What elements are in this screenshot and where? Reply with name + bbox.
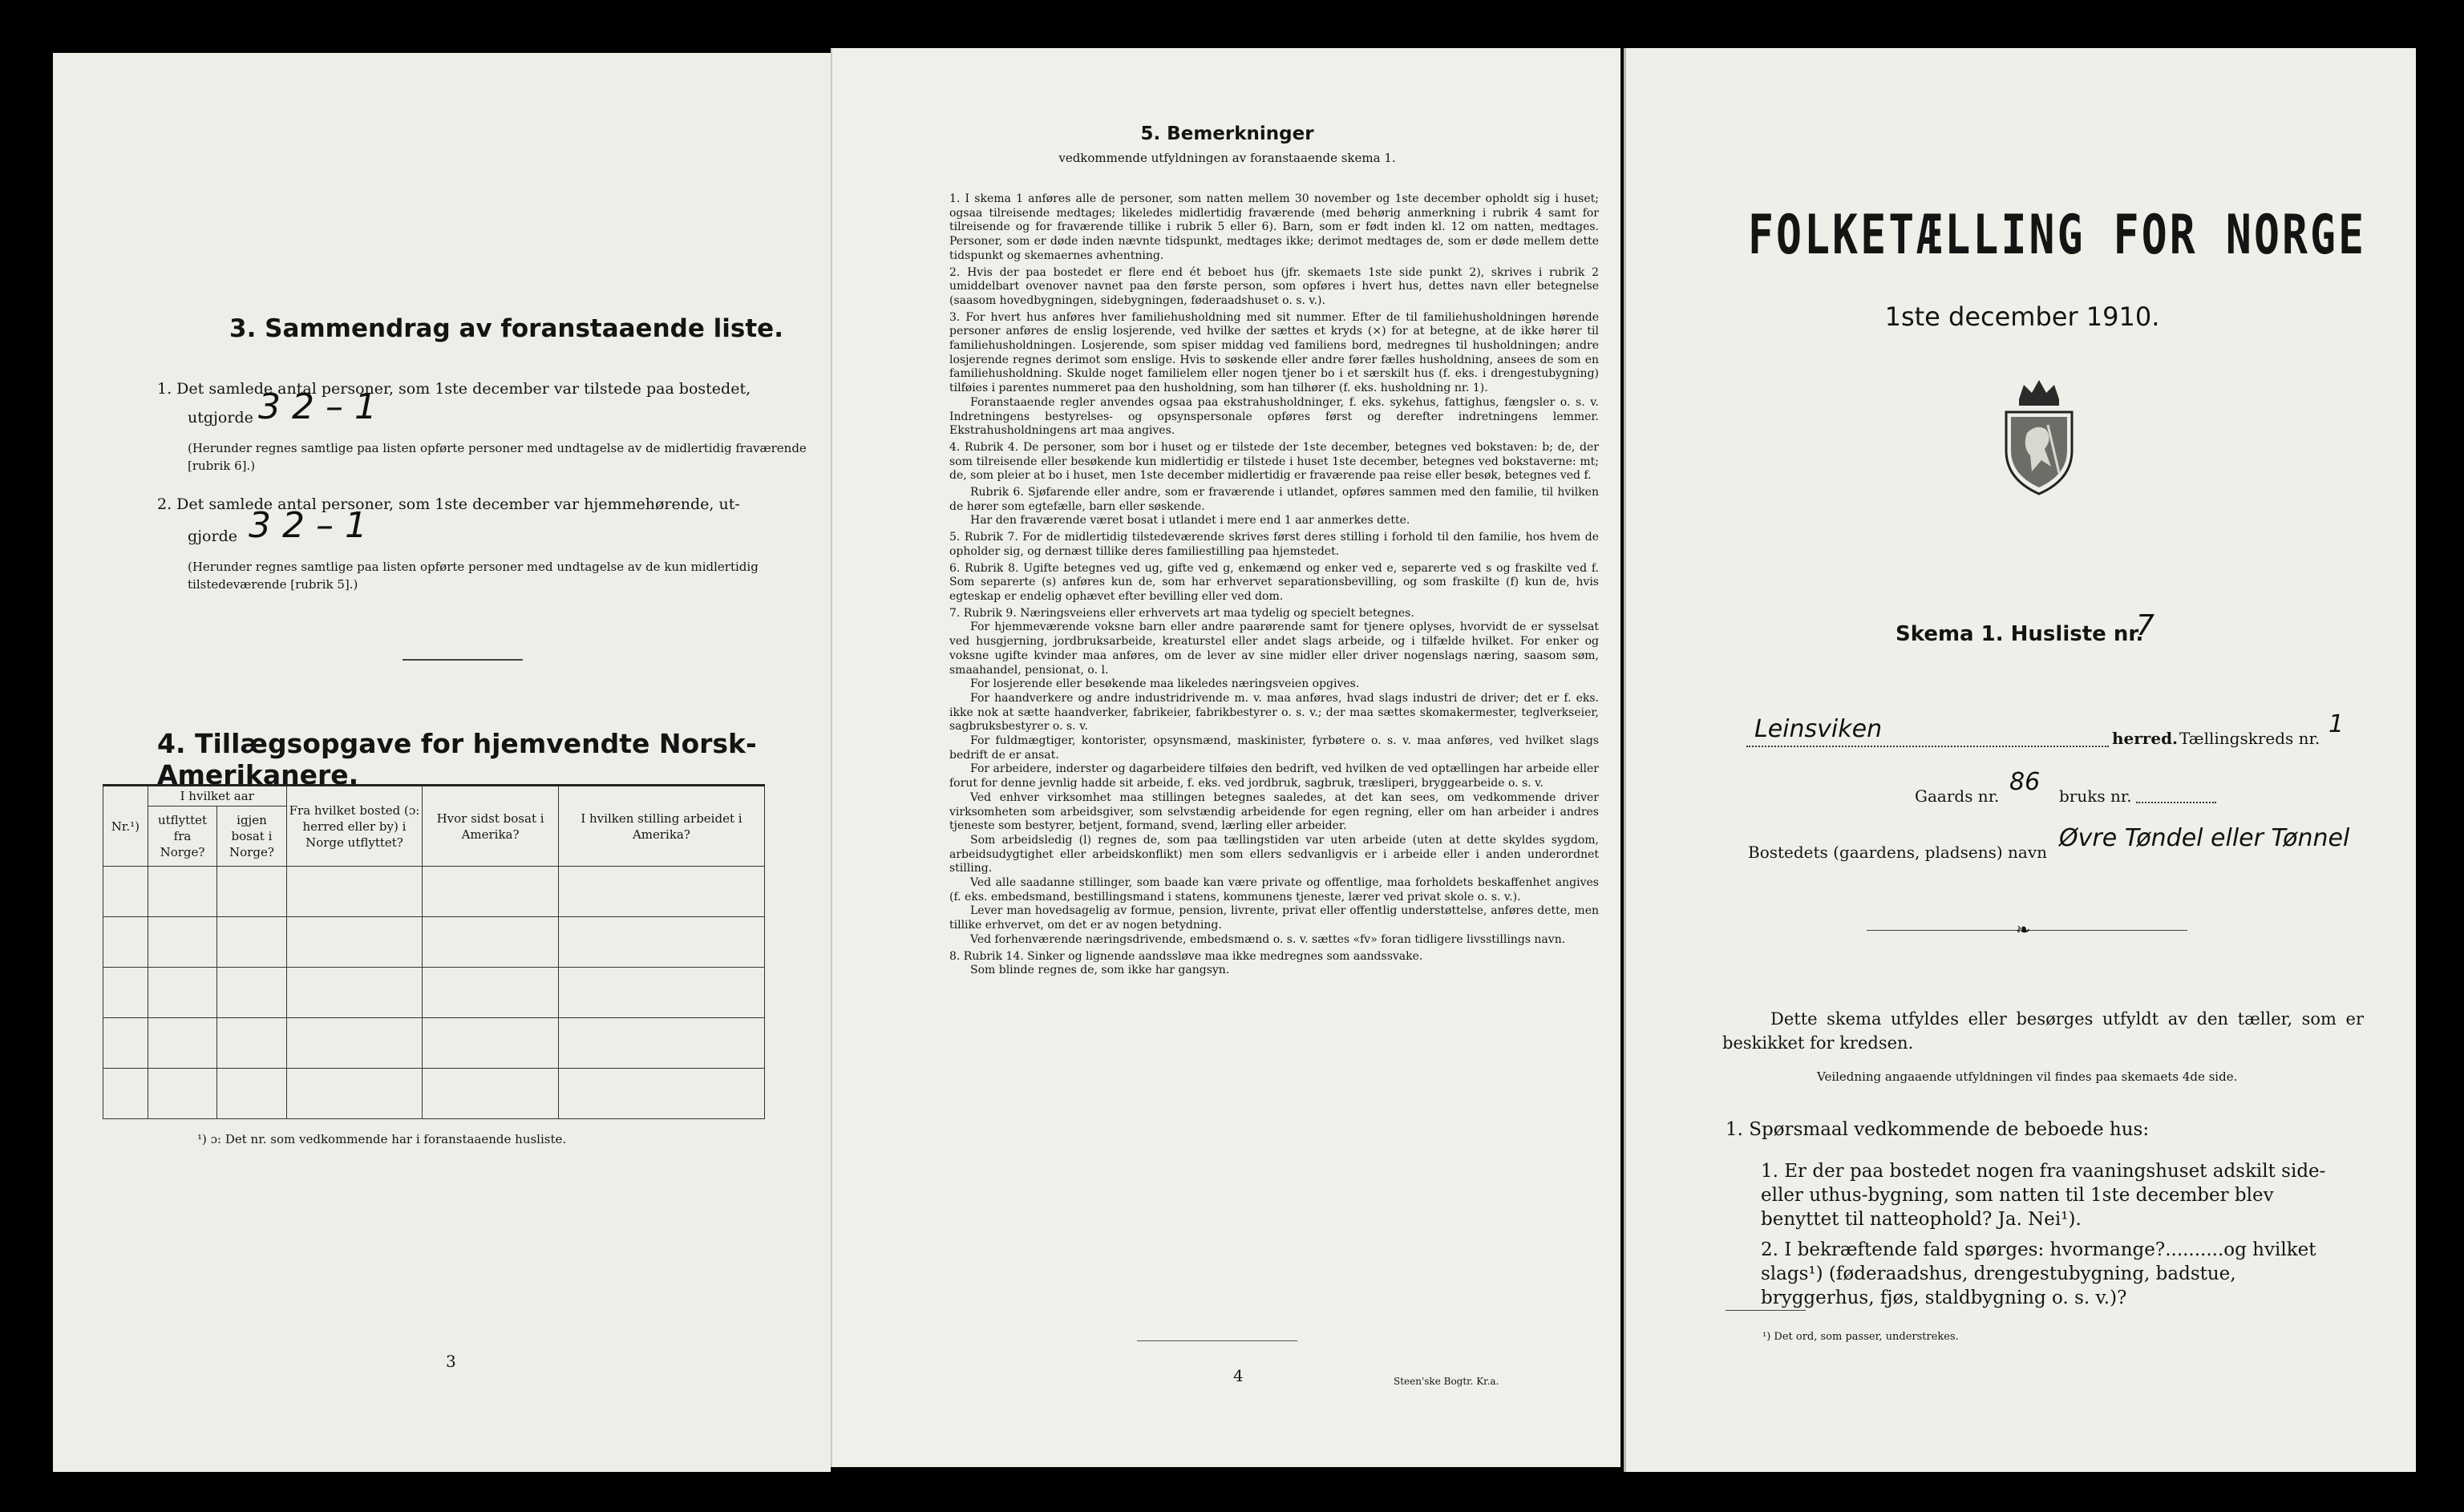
remark-7k: Ved forhenværende næringsdrivende, embedsmænd o. s. v. sættes «fv» foran tidligere livsstillings navn.: [970, 932, 1566, 946]
remark-7i: Ved alle saadanne stillinger, som baade kan være private og offentlige, maa forholdets beskaffenhet angives (f. eks. embedsmand, bestillingsmand i statens, kommunens tjeneste, lærer ved privat skole o. s. v.).: [949, 876, 1599, 904]
page-number-4: 4: [1233, 1366, 1244, 1385]
col-bosat: igjen bosat i Norge?: [217, 807, 286, 867]
remark-3: 3. For hvert hus anføres hver familiehusholdning med sit nummer. Efter de til familiehusholdningen hørende personer anføres de enslig losjerende, ved hvilke der sættes et kryds (×) for at betegne, at de ikke hører til familiehusholdningen. Losjerende, som spiser middag ved familiens bord, medregnes til husholdningen; andre losjerende regnes derimot som enslige. Hvis to søskende eller andre fører fælles husholdning, ansees de som en familiehusholdning. Skulde noget familielem eller nogen tjener bo i et særskilt hus (f. eks. i drengestubygning) tilføies i parentes nummeret paa den husholdning, som han tilhører (f. eks. husholdning nr. 1).: [949, 310, 1599, 395]
question-1-1: 1. Er der paa bostedet nogen fra vaaningshuset adskilt side- eller uthus-bygning, som natten til 1ste december blev benyttet til natteophold? Ja. Nei¹).: [1761, 1161, 2326, 1230]
remark-7d: For haandverkere og andre industridrivende m. v. maa anføres, hvad slags industri de driver; det er f. eks. ikke nok at sætte haandverker, fabrikeier, fabrikbestyrer o. s. v.; der maa sættes skomakermester, teglverkseier, sagbruksbestyrer o. s. v.: [949, 691, 1599, 734]
summary-item-2-prefix: gjorde: [188, 528, 237, 545]
divider: [1137, 1340, 1297, 1341]
remark-8b: Som blinde regnes de, som ikke har gangsyn.: [970, 964, 1230, 977]
remark-7: 7. Rubrik 9. Næringsveiens eller erhvervets art maa tydelig og specielt betegnes.: [949, 606, 1414, 620]
remarks-list: [949, 192, 1599, 978]
printer-mark: Steen'ske Bogtr. Kr.a.: [1394, 1376, 1499, 1387]
census-date: 1ste december 1910.: [1884, 301, 2160, 332]
remark-8: 8. Rubrik 14. Sinker og lignende aandssløve maa ikke medregnes som aandssvake.: [949, 949, 1423, 963]
summary-item-1: 1. Det samlede antal personer, som 1ste december var tilstede paa bostedet,: [157, 380, 751, 398]
remark-4c: Har den fraværende været bosat i utlandet i mere end 1 aar anmerkes dette.: [970, 514, 1410, 528]
bruks-field: [2136, 802, 2216, 803]
remark-1: 1. I skema 1 anføres alle de personer, som natten mellem 30 november og 1ste december opholdt sig i huset; ogsaa tilreisende medtages; likeledes midlertidig fraværende (med behørig anmerkning i rubrik 4 samt for tilreisende og for fraværende tillike i rubrik 5 eller 6). Barn, som er født inden kl. 12 om natten, medtages. Personer, som er døde inden nævnte tidspunkt, medtages ikke; derimot medtages de, som er døde mellem dette tidspunkt og skemaernes avhentning.: [949, 192, 1599, 262]
remark-4: 4. Rubrik 4. De personer, som bor i huset og er tilstede der 1ste december, betegnes ved bokstaven: b; de, der som tilreisende eller besøkende kun midlertidig er tilstede i huset 1ste december, betegnes ved bokstaverne: mt; de, som pleier at bo i huset, men 1ste december midlertidig er fraværende paa reise eller besøk, betegnes ved f.: [949, 440, 1599, 483]
page-right: [1624, 48, 2416, 1472]
remarks-subtitle: vedkommende utfyldningen av foranstaaende skema 1.: [1058, 151, 1396, 165]
question-1-heading: 1. Spørsmaal vedkommende de beboede hus:: [1726, 1119, 2150, 1140]
summary-item-2-note: (Herunder regnes samtlige paa listen opførte personer med undtagelse av de kun midlertidig tilstedeværende [rubrik 5].): [188, 560, 759, 592]
skema-label: Skema 1. Husliste nr.: [1896, 622, 2144, 646]
census-title: FOLKETÆLLING FOR NORGE: [1748, 204, 2367, 267]
herred-field: [1746, 715, 2109, 747]
col-utflyttet: utflyttet fra Norge?: [148, 807, 216, 867]
remark-6: 6. Rubrik 8. Ugifte betegnes ved ug, gifte ved g, enkemænd og enker ved e, separerte ved s og fraskilte ved f. Som separerte (s) anføres kun de, som har erhvervet separationsbevilling, og som fraskilte (f) kun de, hvis egteskap er endelig ophævet efter bevilling eller ved dom.: [949, 561, 1599, 603]
summary-item-1-note: (Herunder regnes samtlige paa listen opførte personer med undtagelse av de midlertidig fraværende [rubrik 6].): [188, 441, 807, 473]
summary-item-2-handwritten: 3 2 – 1: [249, 505, 367, 546]
remark-3b: Foranstaaende regler anvendes ogsaa paa ekstrahusholdninger, f. eks. sykehus, fattighus, fængsler o. s. v. Indretningens bestyrelses- og opsynspersonale opføres først og derefter indretningens lemmer. Ekstrahusholdningens art maa angives.: [949, 395, 1599, 438]
remark-7g: Ved enhver virksomhet maa stillingen betegnes saaledes, at det kan sees, om vedkommende driver virksomheten som arbeidsgiver, som selvstændig arbeidende for egen regning, eller om han arbeider i andres tjeneste som bestyrer, betjent, formand, svend, lærling eller arbeider.: [949, 790, 1599, 833]
col-fra-bosted: Fra hvilket bosted (ɔ: herred eller by) i Norge utflyttet?: [286, 786, 423, 867]
remark-4b: Rubrik 6. Sjøfarende eller andre, som er fraværende i utlandet, opføres sammen med den familie, til hvilken de hører som egtefælle, barn eller søskende.: [949, 486, 1599, 513]
remark-7f: For arbeidere, inderster og dagarbeidere tilføies den bedrift, ved hvilken de ved optællingen har arbeide eller forut for denne jevnlig hadde sit arbeide, f. eks. ved jordbruk, sagbruk, træsliperi, bryggearbeide o. s. v.: [949, 762, 1599, 790]
remark-7j: Lever man hovedsagelig av formue, pension, livrente, privat eller offentlig understøttelse, anføres dette, men tillike erhvervet, om det er av nogen betydning.: [949, 904, 1599, 932]
bosted-label: Bostedets (gaardens, pladsens) navn: [1748, 843, 2047, 862]
remark-5: 5. Rubrik 7. For de midlertidig tilstedeværende skrives først deres stilling i forhold til den familie, hos hvem de opholder sig, og dernæst tillike deres familiestilling paa hjemstedet.: [949, 531, 1599, 558]
section-4-title: 4. Tillægsopgave for hjemvendte Norsk-Amerikanere.: [157, 728, 757, 790]
info-text: Dette skema utfyldes eller besørges utfyldt av den tæller, som er beskikket for kredsen.: [1722, 1009, 2364, 1053]
col-sidst-bosat: Hvor sidst bosat i Amerika?: [423, 786, 559, 867]
summary-item-1-handwritten: 3 2 – 1: [258, 386, 377, 427]
bosted-value: Øvre Tøndel eller Tønnel: [2059, 824, 2350, 852]
table-row: [103, 917, 765, 968]
remark-7c: For losjerende eller besøkende maa likeledes næringsveien opgives.: [970, 677, 1360, 691]
herred-label: herred.: [2112, 729, 2179, 748]
table-row: [103, 968, 765, 1018]
bruks-label: bruks nr.: [2059, 786, 2132, 806]
page-number-3: 3: [446, 1352, 456, 1371]
table-row: [103, 867, 765, 917]
question-1-2: 2. I bekræftende fald spørges: hvormange?..........og hvilket slags¹) (føderaadshus, drengestubygning, badstue, bryggerhus, fjøs, staldbygning o. s. v.)?: [1761, 1239, 2316, 1308]
gaards-label: Gaards nr.: [1915, 786, 2000, 806]
summary-item-2: 2. Det samlede antal personer, som 1ste december var hjemmehørende, ut-: [157, 495, 740, 513]
col-nr: Nr.¹): [103, 786, 148, 867]
page-middle: [831, 48, 1620, 1467]
remark-7h: Som arbeidsledig (l) regnes de, som paa tællingstiden var uten arbeide (uten at dette skyldes sygdom, arbeidsudygtighet eller arbeidskonflikt) men som ellers sedvanligvis er i arbeide eller i anden underordnet stilling.: [949, 833, 1599, 875]
norway-coat-of-arms-icon: [1995, 377, 2083, 497]
table-row: [103, 1069, 765, 1119]
remark-7b: For hjemmeværende voksne barn eller andre paarørende samt for tjenere oplyses, hvorvidt de er sysselsat ved husgjerning, jordbruksarbeide, kreaturstel eller andet slags arbeide, og i tilfælde hvilket. For enker og voksne ugifte kvinder maa anføres, om de lever av sine midler eller driver nogenslags næring, saasom søm, smaahandel, pensionat, o. l.: [949, 621, 1599, 677]
husliste-nr: 7: [2136, 609, 2154, 642]
norsk-amerikanere-table: [103, 784, 765, 1119]
divider: [1726, 1310, 1806, 1311]
gaards-value: 86: [2009, 768, 2041, 796]
remark-2: 2. Hvis der paa bostedet er flere end ét beboet hus (jfr. skemaets 1ste side punkt 2), skrives i rubrik 2 umiddelbart ovenover navnet paa den første person, som opføres i hvert hus, dettes navn eller betegnelse (saasom hovedbygningen, sidebygningen, føderaadshuset o. s. v.).: [949, 265, 1599, 307]
herred-value: Leinsviken: [1754, 715, 1883, 743]
kreds-label: Tællingskreds nr.: [2179, 729, 2320, 748]
kreds-value: 1: [2328, 710, 2345, 738]
col-group-aar: I hvilket aar: [148, 786, 286, 807]
section-3-title: 3. Sammendrag av foranstaaende liste.: [229, 314, 783, 343]
veiledning-text: Veiledning angaaende utfyldningen vil findes paa skemaets 4de side.: [1817, 1069, 2238, 1084]
divider: [403, 659, 523, 661]
remarks-title: 5. Bemerkninger: [1140, 123, 1314, 144]
page-left: [53, 53, 831, 1472]
col-stilling: I hvilken stilling arbeidet i Amerika?: [558, 786, 764, 867]
summary-item-1-prefix: utgjorde: [188, 409, 253, 427]
table-row: [103, 1018, 765, 1069]
table-footnote: ¹) ɔ: Det nr. som vedkommende har i foranstaaende husliste.: [197, 1132, 567, 1146]
remark-7e: For fuldmægtiger, kontorister, opsynsmænd, maskinister, fyrbøtere o. s. v. maa anføres, ved hvilket slags bedrift de er ansat.: [949, 734, 1599, 762]
right-footnote: ¹) Det ord, som passer, understrekes.: [1762, 1331, 1959, 1343]
ornament-icon: ❧: [2016, 920, 2031, 940]
